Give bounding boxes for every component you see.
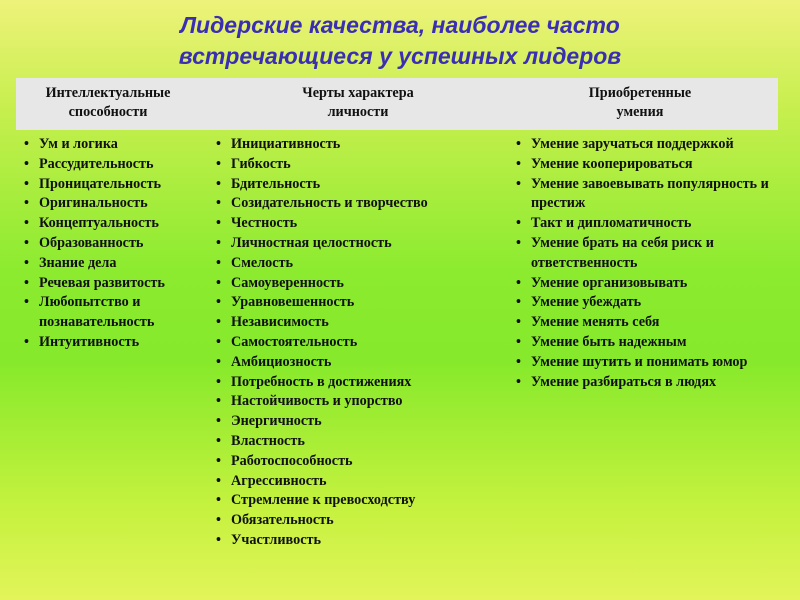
bullet-icon: • <box>216 353 221 370</box>
list-item-text: Энергичность <box>231 413 322 430</box>
list-item-text: Умение шутить и понимать юмор <box>531 353 748 370</box>
column-header-skills <box>552 84 728 122</box>
list-item <box>516 155 778 175</box>
list-item <box>516 135 778 155</box>
list-item <box>216 432 502 452</box>
list-item <box>24 214 204 234</box>
bullet-icon: • <box>216 136 221 152</box>
bullet-icon: • <box>216 274 221 291</box>
bullet-icon: • <box>516 373 521 390</box>
list-item <box>24 175 204 195</box>
bullet-icon: • <box>24 254 29 271</box>
list-item <box>216 511 502 531</box>
bullet-icon: • <box>216 393 221 410</box>
list-item <box>216 194 502 214</box>
list-item <box>24 293 204 333</box>
list-item-text: Инициативность <box>231 136 341 152</box>
bullet-icon: • <box>216 432 221 449</box>
list-item-text: Такт и дипломатичность <box>531 215 692 232</box>
list-item <box>516 313 778 333</box>
list-item-text: Уравновешенность <box>231 294 355 311</box>
list-item-text: Обязательность <box>231 512 334 529</box>
bullet-icon: • <box>516 274 521 291</box>
title-line-2: встречающиеся у успешных лидеров <box>178 43 622 69</box>
list-item <box>216 313 502 333</box>
list-item-text: Бдительность <box>231 175 321 192</box>
bullet-icon: • <box>216 373 221 390</box>
bullet-icon: • <box>516 234 521 251</box>
bullet-icon: • <box>24 136 29 152</box>
bullet-icon: • <box>216 155 221 172</box>
list-item-text: Самоуверенность <box>231 274 344 291</box>
list-item-text: Умение заручаться поддержкой <box>531 136 734 152</box>
list-item <box>216 531 502 551</box>
list-item <box>216 214 502 234</box>
list-item <box>216 155 502 175</box>
bullet-icon: • <box>216 531 221 548</box>
list-item-text: Интуитивность <box>39 333 140 350</box>
bullet-icon: • <box>216 254 221 271</box>
list-item-text: Властность <box>231 432 305 449</box>
slide-title <box>0 10 800 72</box>
bullet-icon: • <box>216 294 221 311</box>
list-item <box>516 234 778 274</box>
bullet-icon: • <box>24 175 29 192</box>
list-item <box>516 175 778 215</box>
title-line-1: Лидерские качества, наиболее часто <box>180 12 620 38</box>
bullet-icon: • <box>516 175 521 192</box>
list-item-text: Гибкость <box>231 155 291 172</box>
bullet-icon: • <box>24 215 29 232</box>
list-item-text: Участливость <box>231 531 321 548</box>
list-item-text: Созидательность и творчество <box>231 195 428 212</box>
list-item-text: Потребность в достижениях <box>231 373 412 390</box>
bullet-icon: • <box>216 512 221 529</box>
bullet-icon: • <box>216 413 221 430</box>
column-header-line-2: личности <box>327 104 389 120</box>
list-item <box>216 293 502 313</box>
list-item <box>24 135 204 155</box>
list-item-text: Работоспособность <box>231 452 353 469</box>
list-item-text: Честность <box>231 215 298 232</box>
bullet-icon: • <box>516 136 521 152</box>
list-item-text: Ум и логика <box>39 136 118 152</box>
list-item-text: Умение завоевывать популярность и престиж <box>531 175 769 212</box>
column-header-line-2: умения <box>616 104 664 120</box>
bullet-icon: • <box>24 274 29 291</box>
list-item-text: Оригинальность <box>39 195 148 212</box>
list-item-text: Умение разбираться в людях <box>531 373 717 390</box>
bullet-icon: • <box>216 195 221 212</box>
list-item-text: Проницательность <box>39 175 162 192</box>
list-item <box>216 135 502 155</box>
list-item-text: Умение организовывать <box>531 274 688 291</box>
list-item-text: Амбициозность <box>231 353 332 370</box>
list-item-text: Образованность <box>39 234 144 251</box>
list-item-text: Самостоятельность <box>231 333 358 350</box>
list-item <box>216 353 502 373</box>
list-item <box>24 234 204 254</box>
list-item <box>24 194 204 214</box>
list-item-text: Стремление к превосходству <box>231 492 416 509</box>
bullet-icon: • <box>516 314 521 331</box>
list-item-text: Личностная целостность <box>231 234 392 251</box>
list-item-text: Рассудительность <box>39 155 154 172</box>
bullet-icon: • <box>516 333 521 350</box>
list-item <box>516 214 778 234</box>
bullet-icon: • <box>216 234 221 251</box>
list-item <box>516 293 778 313</box>
list-item <box>516 274 778 294</box>
list-item <box>24 254 204 274</box>
column-header-line-1: Приобретенные <box>588 85 692 101</box>
list-item-text: Любопытство и познавательность <box>39 294 155 331</box>
bullet-icon: • <box>216 333 221 350</box>
list-item <box>216 373 502 393</box>
list-item <box>516 353 778 373</box>
bullet-icon: • <box>516 215 521 232</box>
list-item <box>24 333 204 353</box>
list-item-text: Умение менять себя <box>531 314 660 331</box>
bullet-icon: • <box>216 452 221 469</box>
list-item-text: Концептуальность <box>39 215 159 232</box>
list-item-text: Независимость <box>231 314 329 331</box>
list-item <box>216 175 502 195</box>
list-item <box>216 333 502 353</box>
list-item <box>216 491 502 511</box>
bullet-icon: • <box>516 294 521 311</box>
bullet-icon: • <box>216 472 221 489</box>
list-item-text: Смелость <box>231 254 294 271</box>
list-item <box>216 412 502 432</box>
bullet-icon: • <box>24 155 29 172</box>
list-item <box>24 155 204 175</box>
list-item <box>216 234 502 254</box>
list-item <box>516 333 778 353</box>
bullet-icon: • <box>24 333 29 350</box>
bullet-icon: • <box>24 294 29 311</box>
list-item <box>216 392 502 412</box>
list-item-text: Умение быть надежным <box>531 333 687 350</box>
bullet-icon: • <box>216 175 221 192</box>
column-header-character <box>268 84 448 122</box>
list-item <box>516 373 778 393</box>
column-header-line-2: способности <box>68 104 148 120</box>
list-item-text: Знание дела <box>39 254 117 271</box>
list-item-text: Умение убеждать <box>531 294 642 311</box>
list-item-text: Речевая развитость <box>39 274 165 291</box>
bullet-icon: • <box>216 215 221 232</box>
bullet-icon: • <box>24 195 29 212</box>
list-item <box>216 274 502 294</box>
list-item <box>216 254 502 274</box>
list-item-text: Умение кооперироваться <box>531 155 693 172</box>
column-header-line-1: Черты характера <box>302 85 414 101</box>
bullet-icon: • <box>216 314 221 331</box>
list-item-text: Умение брать на себя риск и ответственность <box>531 234 714 271</box>
bullet-icon: • <box>216 492 221 509</box>
list-item <box>216 452 502 472</box>
list-item-text: Настойчивость и упорство <box>231 393 403 410</box>
list-item-text: Агрессивность <box>231 472 327 489</box>
acquired-skills-list <box>516 135 778 392</box>
bullet-icon: • <box>516 155 521 172</box>
column-header-line-1: Интеллектуальные <box>45 85 171 101</box>
list-item <box>24 274 204 294</box>
bullet-icon: • <box>24 234 29 251</box>
bullet-icon: • <box>516 353 521 370</box>
character-traits-list <box>216 135 502 551</box>
column-header-intellectual <box>22 84 194 122</box>
list-item <box>216 472 502 492</box>
intellectual-abilities-list <box>24 135 204 353</box>
